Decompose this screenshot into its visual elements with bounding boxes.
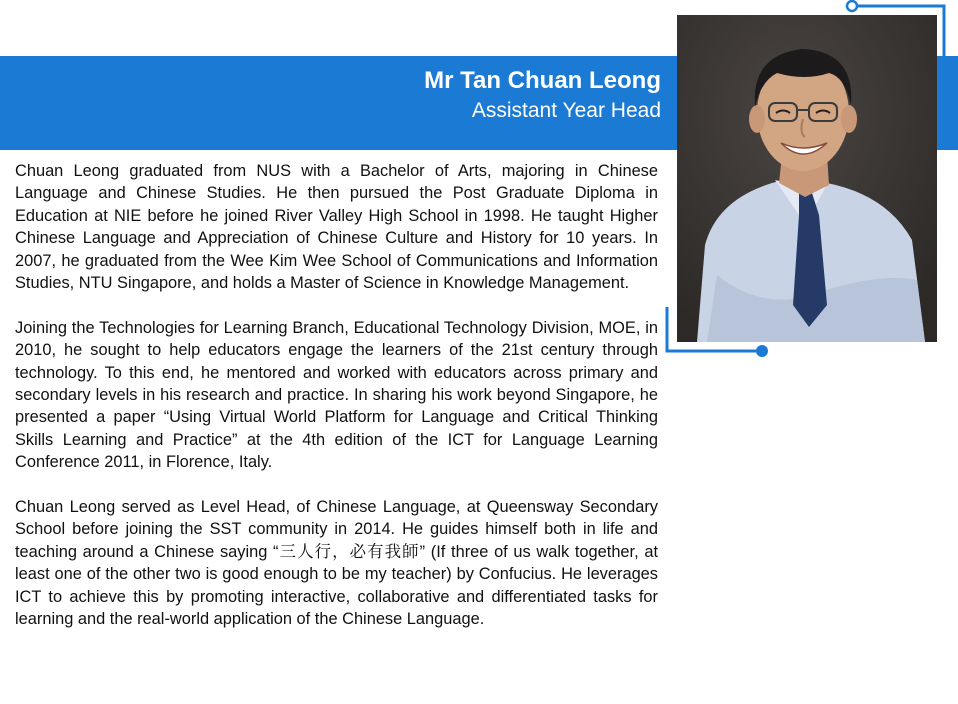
biography: [15, 160, 658, 653]
bio-paragraph: Chuan Leong graduated from NUS with a Bachelor of Arts, majoring in Chinese Language and Chinese Studies. He then pursued the Post Graduate Diploma in Education at NIE before he joined River Valley High School in 1998. He taught Higher Chinese Language and Appreciation of Chinese Culture and History for 10 years. In 2007, he graduated from the Wee Kim Wee School of Communications and Information Studies, NTU Singapore, and holds a Master of Science in Knowledge Management.: [15, 162, 658, 293]
portrait-illustration: [677, 15, 937, 342]
staff-name: Mr Tan Chuan Leong: [424, 67, 661, 94]
staff-portrait: [677, 15, 937, 342]
bio-paragraph: Chuan Leong served as Level Head, of Chinese Language, at Queensway Secondary School before joining the SST community in 2014. He guides himself both in life and teaching around a Chinese saying “三人行，必有我師” (If three of us walk together, at least one of the other two is good enough to be my teacher) by Confucius. He leverages ICT to achieve this by promoting interactive, collaborative and differentiated tasks for learning and the real-world application of the Chinese Language.: [15, 498, 658, 629]
staff-role: Assistant Year Head: [471, 99, 661, 122]
bio-paragraph: Joining the Technologies for Learning Branch, Educational Technology Division, MOE, in 2010, he sought to help educators engage the learners of the 21st century through technology. To this end, he mentored and worked with educators across primary and secondary levels in his research and practice. In sharing his work beyond Singapore, he presented a paper “Using Virtual World Platform for Language and Critical Thinking Skills Learning and Practice” at the 4th edition of the ICT for Language Learning Conference 2011, in Florence, Italy.: [15, 318, 658, 472]
